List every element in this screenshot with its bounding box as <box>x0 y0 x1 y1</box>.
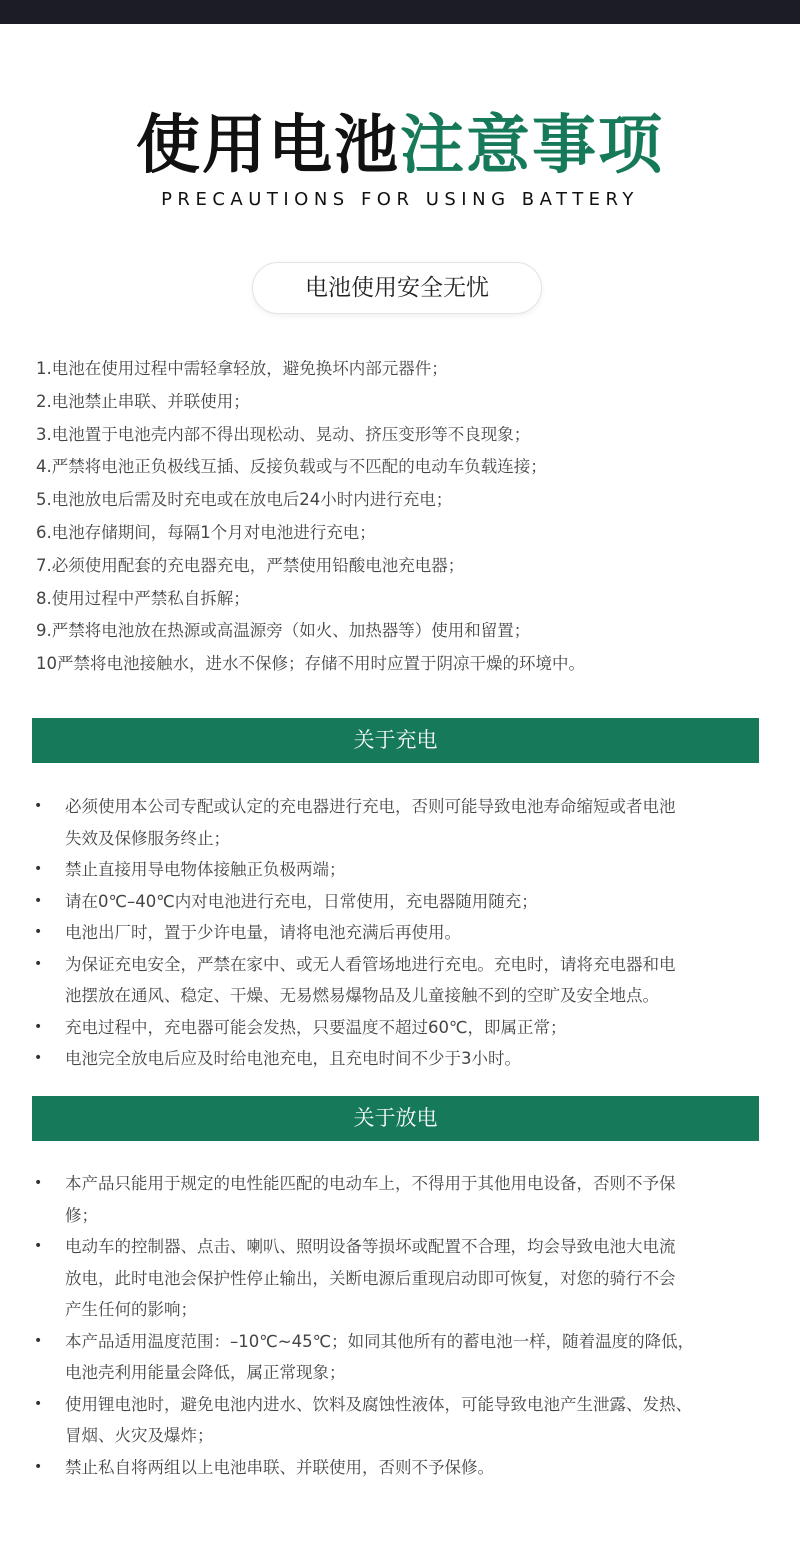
discharging-item <box>34 1168 764 1231</box>
charging-list <box>34 791 764 1075</box>
discharging-section-header: 关于放电 <box>32 1096 759 1141</box>
bullet-icon: • <box>34 1458 43 1475</box>
bullet-icon: • <box>34 892 43 909</box>
discharging-item-line: 使用锂电池时，避免电池内进水、饮料及腐蚀性液体，可能导致电池产生泄露、发热、 <box>65 1394 692 1414</box>
bullet-icon: • <box>34 924 43 940</box>
discharging-item <box>34 1326 764 1389</box>
discharging-item-line: 放电，此时电池会保护性停止输出，关断电源后重现启动即可恢复，对您的骑行不会 <box>65 1268 676 1288</box>
bullet-icon: • <box>34 1018 43 1035</box>
precaution-item: 6.电池存储期间，每隔1个月对电池进行充电； <box>36 522 376 542</box>
page-title <box>0 108 800 184</box>
bullet-icon: • <box>34 861 43 877</box>
title-part-green: 注意事项 <box>400 109 664 183</box>
charging-item <box>34 949 764 1012</box>
charging-item-line: 充电过程中，充电器可能会发热，只要温度不超过60℃，即属正常； <box>65 1017 567 1037</box>
discharging-item-line: 电动车的控制器、点击、喇叭、照明设备等损坏或配置不合理，均会导致电池大电流 <box>65 1237 676 1256</box>
precaution-item: 2.电池禁止串联、并联使用； <box>36 391 250 411</box>
precaution-item: 1.电池在使用过程中需轻拿轻放，避免换坏内部元器件； <box>36 359 448 378</box>
bullet-icon: • <box>34 1050 43 1066</box>
charging-item <box>34 917 764 949</box>
top-bar <box>0 0 800 24</box>
bullet-icon: • <box>34 1238 43 1254</box>
precaution-item: 4.严禁将电池正负极线互插、反接负载或与不匹配的电动车负载连接； <box>36 457 547 477</box>
charging-item-line: 禁止直接用导电物体接触正负极两端； <box>65 860 346 879</box>
bullet-icon: • <box>34 955 43 972</box>
charging-item-line: 请在0℃–40℃内对电池进行充电，日常使用，充电器随用随充； <box>65 891 538 911</box>
discharging-item-line: 禁止私自将两组以上电池串联、并联使用，否则不予保修。 <box>65 1457 494 1477</box>
discharging-item <box>34 1389 764 1452</box>
title-part-dark: 使用电池 <box>136 109 400 183</box>
precautions-list <box>36 353 585 681</box>
precaution-item: 7.必须使用配套的充电器充电，严禁使用铅酸电池充电器； <box>36 555 465 575</box>
discharging-item-line: 本产品只能用于规定的电性能匹配的电动车上，不得用于其他用电设备，否则不予保 <box>65 1174 676 1193</box>
charging-item <box>34 854 764 886</box>
charging-item-line: 为保证充电安全，严禁在家中、或无人看管场地进行充电。充电时，请将充电器和电 <box>65 954 676 974</box>
charging-item-line: 电池出厂时，置于少许电量，请将电池充满后再使用。 <box>65 923 461 942</box>
page-subtitle: PRECAUTIONS FOR USING BATTERY <box>161 189 639 210</box>
charging-item <box>34 1043 764 1075</box>
discharging-item <box>34 1231 764 1326</box>
charging-section-header: 关于充电 <box>32 718 759 763</box>
charging-item <box>34 1012 764 1044</box>
discharging-item-line: 冒烟、火灾及爆炸； <box>65 1426 214 1445</box>
safety-pill-label: 电池使用安全无忧 <box>252 262 542 314</box>
discharging-item-line: 修； <box>65 1205 98 1225</box>
discharging-item-line: 产生任何的影响； <box>65 1300 197 1319</box>
precaution-item: 3.电池置于电池壳内部不得出现松动、晃动、挤压变形等不良现象； <box>36 424 531 444</box>
discharging-item-line: 本产品适用温度范围：–10℃~45℃；如同其他所有的蓄电池一样，随着温度的降低， <box>65 1331 695 1351</box>
charging-item <box>34 886 764 918</box>
bullet-icon: • <box>34 1175 43 1191</box>
bullet-icon: • <box>34 798 43 814</box>
bullet-icon: • <box>34 1332 43 1349</box>
charging-item-line: 失效及保修服务终止； <box>65 828 230 848</box>
discharging-item-line: 电池壳利用能量会降低，属正常现象； <box>65 1363 346 1382</box>
charging-item-line: 电池完全放电后应及时给电池充电，且充电时间不少于3小时。 <box>65 1049 521 1068</box>
discharging-list <box>34 1168 764 1483</box>
charging-item <box>34 791 764 854</box>
precaution-item: 8.使用过程中严禁私自拆解； <box>36 588 250 608</box>
precaution-item: 9.严禁将电池放在热源或高温源旁（如火、加热器等）使用和留置； <box>36 621 531 641</box>
precaution-item: 10严禁将电池接触水，进水不保修；存储不用时应置于阴凉干燥的环境中。 <box>36 654 585 674</box>
discharging-item <box>34 1452 764 1484</box>
charging-item-line: 必须使用本公司专配或认定的充电器进行充电，否则可能导致电池寿命缩短或者电池 <box>65 797 676 816</box>
bullet-icon: • <box>34 1395 43 1412</box>
precaution-item: 5.电池放电后需及时充电或在放电后24小时内进行充电； <box>36 490 453 510</box>
charging-item-line: 池摆放在通风、稳定、干燥、无易燃易爆物品及儿童接触不到的空旷及安全地点。 <box>65 986 659 1005</box>
